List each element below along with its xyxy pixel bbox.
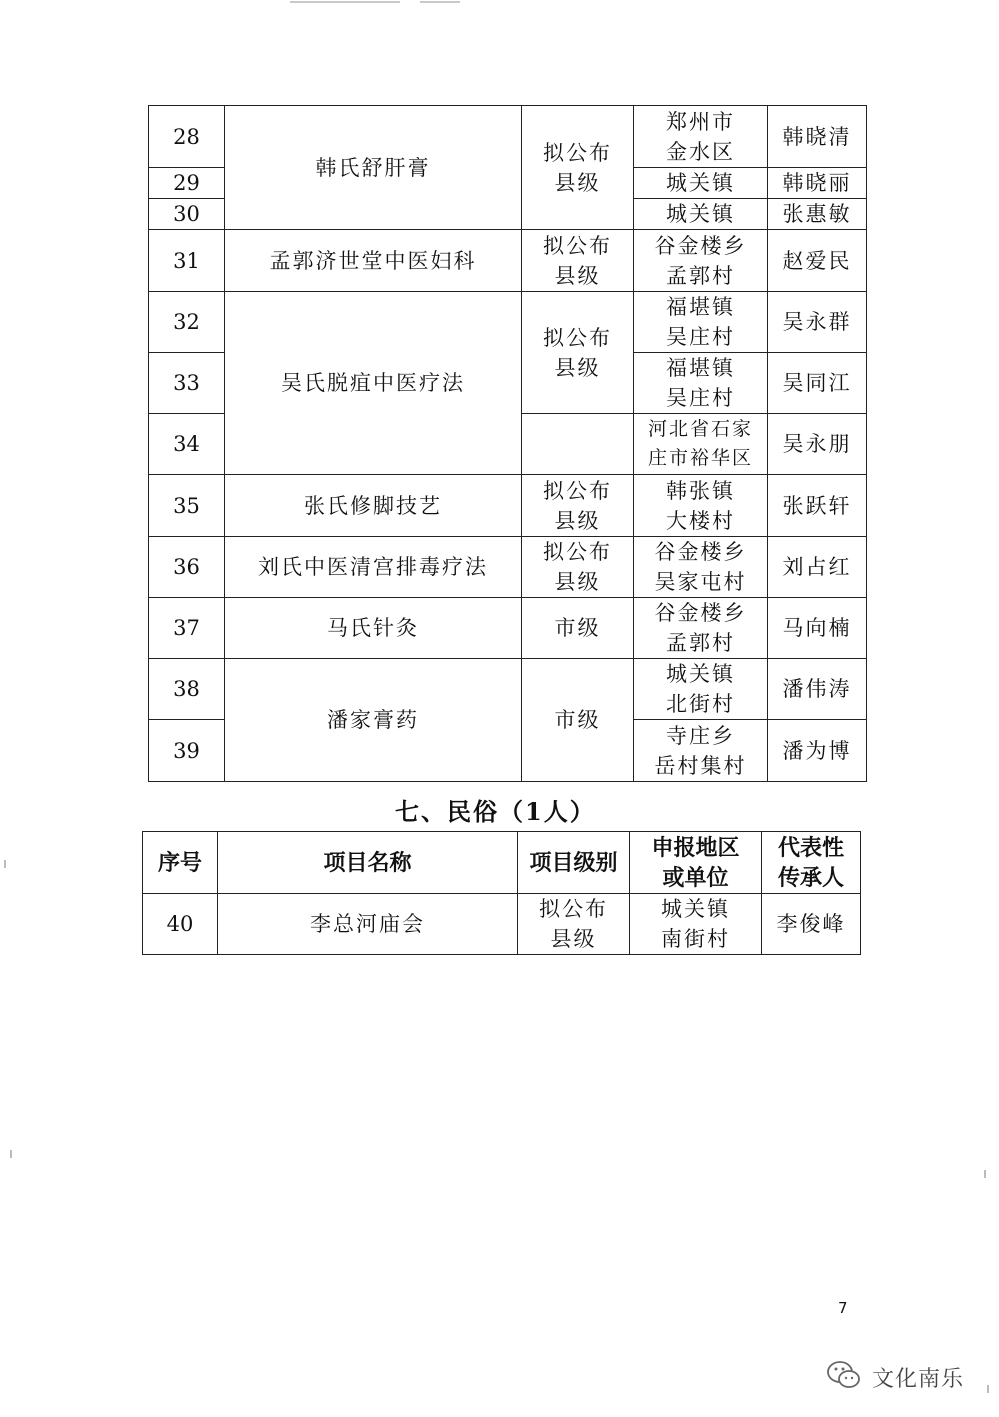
location: 寺庄乡 岳村集村 [634,720,768,782]
inheritor: 韩晓丽 [768,168,867,199]
inheritor: 潘伟涛 [768,659,867,720]
location: 福堪镇 吴庄村 [634,292,768,353]
inheritor: 马向楠 [768,598,867,659]
inheritor: 李俊峰 [762,894,861,955]
location: 郑州市 金水区 [634,106,768,168]
inheritor: 韩晓清 [768,106,867,168]
row-number: 32 [149,292,225,353]
project-name: 马氏针灸 [225,598,522,659]
project-name: 孟郭济世堂中医妇科 [225,230,522,292]
location: 谷金楼乡 孟郭村 [634,230,768,292]
row-number: 34 [149,414,225,475]
table-row [149,230,867,292]
project-name: 李总河庙会 [218,894,518,955]
row-number: 37 [149,598,225,659]
location: 城关镇 [634,168,768,199]
table-row [149,475,867,537]
project-name: 刘氏中医清宫排毒疗法 [225,537,522,598]
row-number: 40 [143,894,218,955]
inheritor: 张惠敏 [768,199,867,230]
inheritor: 赵爱民 [768,230,867,292]
project-name: 吴氏脱疽中医疗法 [225,292,522,475]
row-number: 31 [149,230,225,292]
location: 城关镇 南街村 [630,894,762,955]
project-level: 拟公布 县级 [522,106,634,230]
table-row [149,106,867,168]
header-inheritor: 代表性 传承人 [762,832,861,894]
heritage-table-medicine [148,105,867,782]
scan-mark [10,1150,12,1158]
row-number: 38 [149,659,225,720]
page-number: 7 [838,1299,848,1317]
row-number: 28 [149,106,225,168]
scan-mark [984,1170,986,1178]
top-edge-marks [0,0,999,6]
project-level-empty [522,414,634,475]
row-number: 30 [149,199,225,230]
project-name: 张氏修脚技艺 [225,475,522,537]
location: 城关镇 [634,199,768,230]
row-number: 35 [149,475,225,537]
row-number: 36 [149,537,225,598]
project-level: 拟公布 县级 [522,230,634,292]
row-number: 29 [149,168,225,199]
location: 福堪镇 吴庄村 [634,353,768,414]
project-level: 市级 [522,598,634,659]
inheritor: 潘为博 [768,720,867,782]
project-level: 市级 [522,659,634,782]
inheritor: 张跃轩 [768,475,867,537]
location: 城关镇 北街村 [634,659,768,720]
project-level: 拟公布 县级 [522,475,634,537]
project-level: 拟公布 县级 [518,894,630,955]
table-row [149,292,867,353]
table-header-row [143,832,861,894]
header-project: 项目名称 [218,832,518,894]
location: 韩张镇 大楼村 [634,475,768,537]
project-level: 拟公布 县级 [522,292,634,414]
header-location: 申报地区 或单位 [630,832,762,894]
header-level: 项目级别 [518,832,630,894]
location: 谷金楼乡 孟郭村 [634,598,768,659]
scan-mark [4,860,6,868]
watermark [826,1360,964,1394]
header-no: 序号 [143,832,218,894]
row-number: 33 [149,353,225,414]
project-name: 潘家膏药 [225,659,522,782]
table-row [143,894,861,955]
inheritor: 吴永朋 [768,414,867,475]
table-row [149,598,867,659]
section-title-folk: 七、民俗（1人） [395,797,596,826]
watermark-text: 文化南乐 [872,1366,965,1392]
table-row [149,537,867,598]
project-name: 韩氏舒肝膏 [225,106,522,230]
inheritor: 吴同江 [768,353,867,414]
scan-mark [987,1385,989,1393]
location: 河北省石家 庄市裕华区 [634,414,768,475]
table-row [149,659,867,720]
inheritor: 刘占红 [768,537,867,598]
location: 谷金楼乡 吴家屯村 [634,537,768,598]
wechat-icon [826,1360,862,1394]
row-number: 39 [149,720,225,782]
project-level: 拟公布 县级 [522,537,634,598]
inheritor: 吴永群 [768,292,867,353]
heritage-table-folk [142,831,861,955]
